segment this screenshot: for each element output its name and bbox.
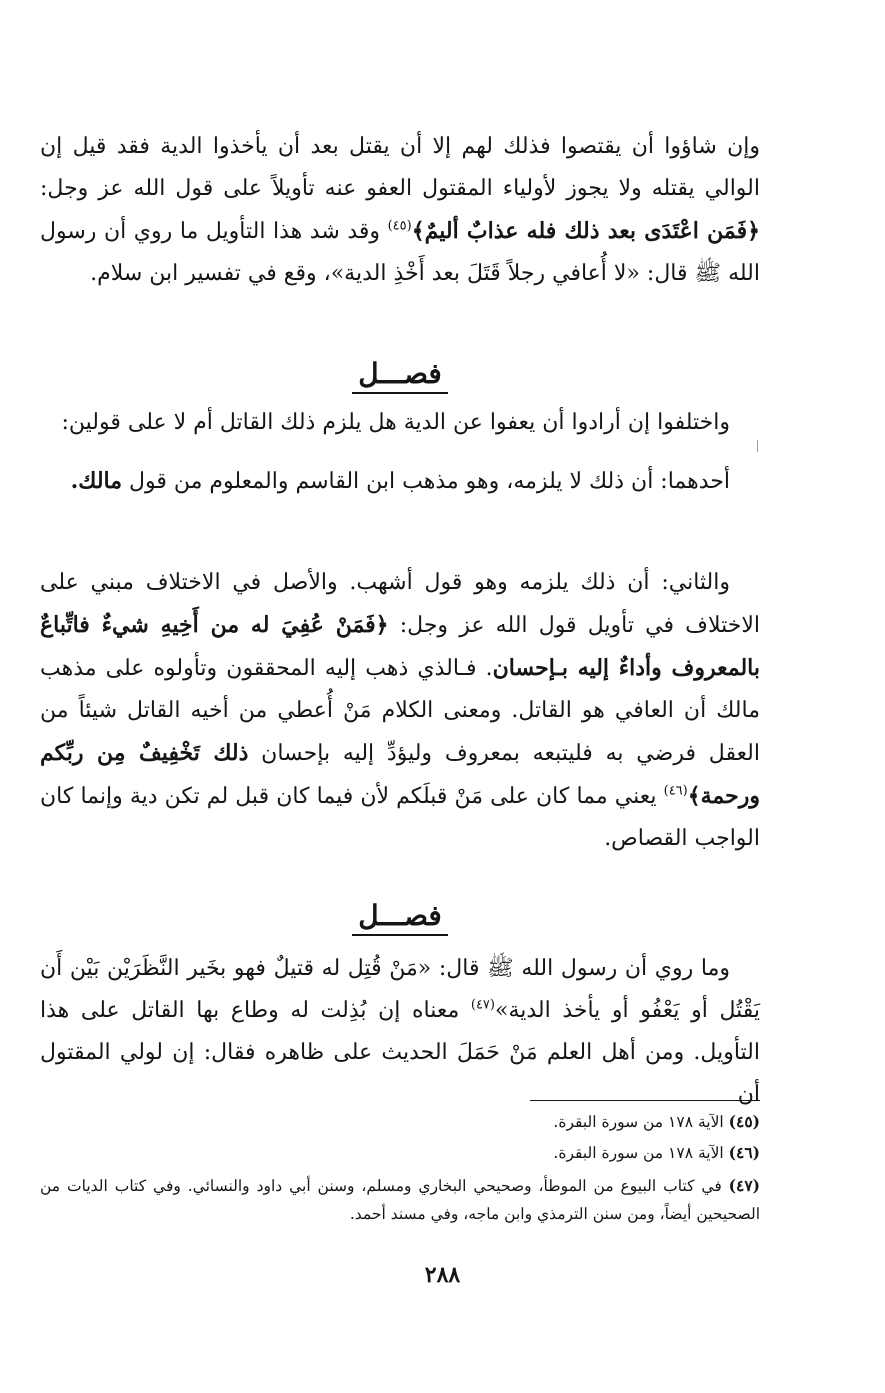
footnote-45 — [40, 1108, 760, 1136]
paragraph-5 — [40, 948, 760, 1116]
paragraph-text: والثاني: أن ذلك يلزمه وهو قول أشهب. والأصل في الاختلاف مبني على الاختلاف في تأويل قول الله عز وجل: — [40, 570, 760, 638]
footnote-number: (٤٦) — [728, 1143, 760, 1162]
paragraph-text: يعني مما كان على مَنْ قبلَكم لأن فيما كان قبل لم تكن دية وإنما كان الواجب القصاص. — [40, 784, 760, 851]
paragraph-text: . فـالذي ذهب إليه المحققون وتأولوه على مذهب مالك أن العافي هو القاتل. ومعنى الكلام مَنْ أُعطي من أخيه القاتل شيئاً من العقل فرضي به فليتبعه بمعروف وليؤدِّ إليه بإحسان — [40, 656, 760, 766]
footnote-ref[interactable]: (٤٧) — [470, 997, 495, 1013]
paragraph-text: وقد شد هذا التأويل ما روي أن رسول الله ﷺ قال: «لا أُعافي رجلاً قَتَلَ بعد أَخْذِ الدية»، وقع في تفسير ابن سلام. — [40, 219, 760, 286]
footnote-text: في كتاب البيوع من الموطأ، وصحيحي البخاري ومسلم، وسنن أبي داود والنسائي. وفي كتاب الديات من الصحيحين أيضاً، ومن سنن الترمذي وابن ماجه، وفي مسند أحمد. — [40, 1177, 760, 1223]
bold-term: مالك. — [70, 468, 123, 494]
paragraph-text: أحدهما: أن ذلك لا يلزمه، وهو مذهب ابن القاسم والمعلوم من قول — [122, 469, 730, 494]
footnote-text: الآية ١٧٨ من سورة البقرة. — [553, 1113, 729, 1131]
paragraph-text: معناه إن بُذِلت له وطاع بها القاتل على هذا التأويل. ومن أهل العلم مَنْ حَمَلَ الحديث على ظاهره فقال: إن لولي المقتول أن — [40, 998, 760, 1107]
paragraph-3 — [71, 460, 760, 503]
footnote-divider — [530, 1100, 760, 1101]
quran-verse: ذلك تَخْفِيفٌ مِن ربِّكم ورحمة﴾ — [40, 740, 760, 809]
paragraph-text: واختلفوا إن أرادوا أن يعفوا عن الدية هل يلزم ذلك القاتل أم لا على قولين: — [61, 410, 730, 435]
quran-verse: ﴿فَمَن اعْتَدَى بعد ذلك فله عذابٌ أليمٌ﴾ — [411, 218, 760, 244]
paragraph-text: وما روي أن رسول الله ﷺ قال: «مَنْ قُتِل له قتيلٌ فهو بخَير النَّظَرَيْن بَيْن أَن يَقْتُل أو يَعْفُو أو يأخذ الدية» — [40, 956, 760, 1023]
footnote-ref[interactable]: (٤٥) — [387, 218, 412, 234]
paragraph-4 — [40, 562, 760, 860]
heading-text: فصـــل — [352, 899, 447, 936]
quran-verse: ﴿فَمَنْ عُفِيَ له من أَخِيهِ شيءٌ فاتِّباعٌ بالمعروف وأداءٌ إليه بـإحسان — [40, 612, 760, 681]
paragraph-2 — [62, 402, 761, 444]
page-number: ٢٨٨ — [424, 1262, 461, 1288]
footnote-ref[interactable]: (٤٦) — [663, 783, 688, 799]
footnote-number: (٤٥) — [728, 1112, 760, 1131]
section-heading — [40, 896, 760, 936]
heading-text: فصـــل — [352, 357, 447, 394]
footnote-number: (٤٧) — [728, 1176, 760, 1195]
margin-mark — [757, 440, 758, 452]
footnote-text: الآية ١٧٨ من سورة البقرة. — [553, 1144, 729, 1162]
section-heading — [40, 354, 760, 394]
footnote-46 — [40, 1139, 760, 1167]
paragraph-1 — [40, 126, 760, 295]
footnote-47 — [40, 1172, 760, 1228]
paragraph-text: وإن شاؤوا أن يقتصوا فذلك لهم إلا أن يقتل بعد أن يأخذوا الدية فقد قيل إن الوالي يقتله ولا يجوز لأولياء المقتول العفو عنه تأويلاً على قول الله عز وجل: — [40, 134, 760, 201]
